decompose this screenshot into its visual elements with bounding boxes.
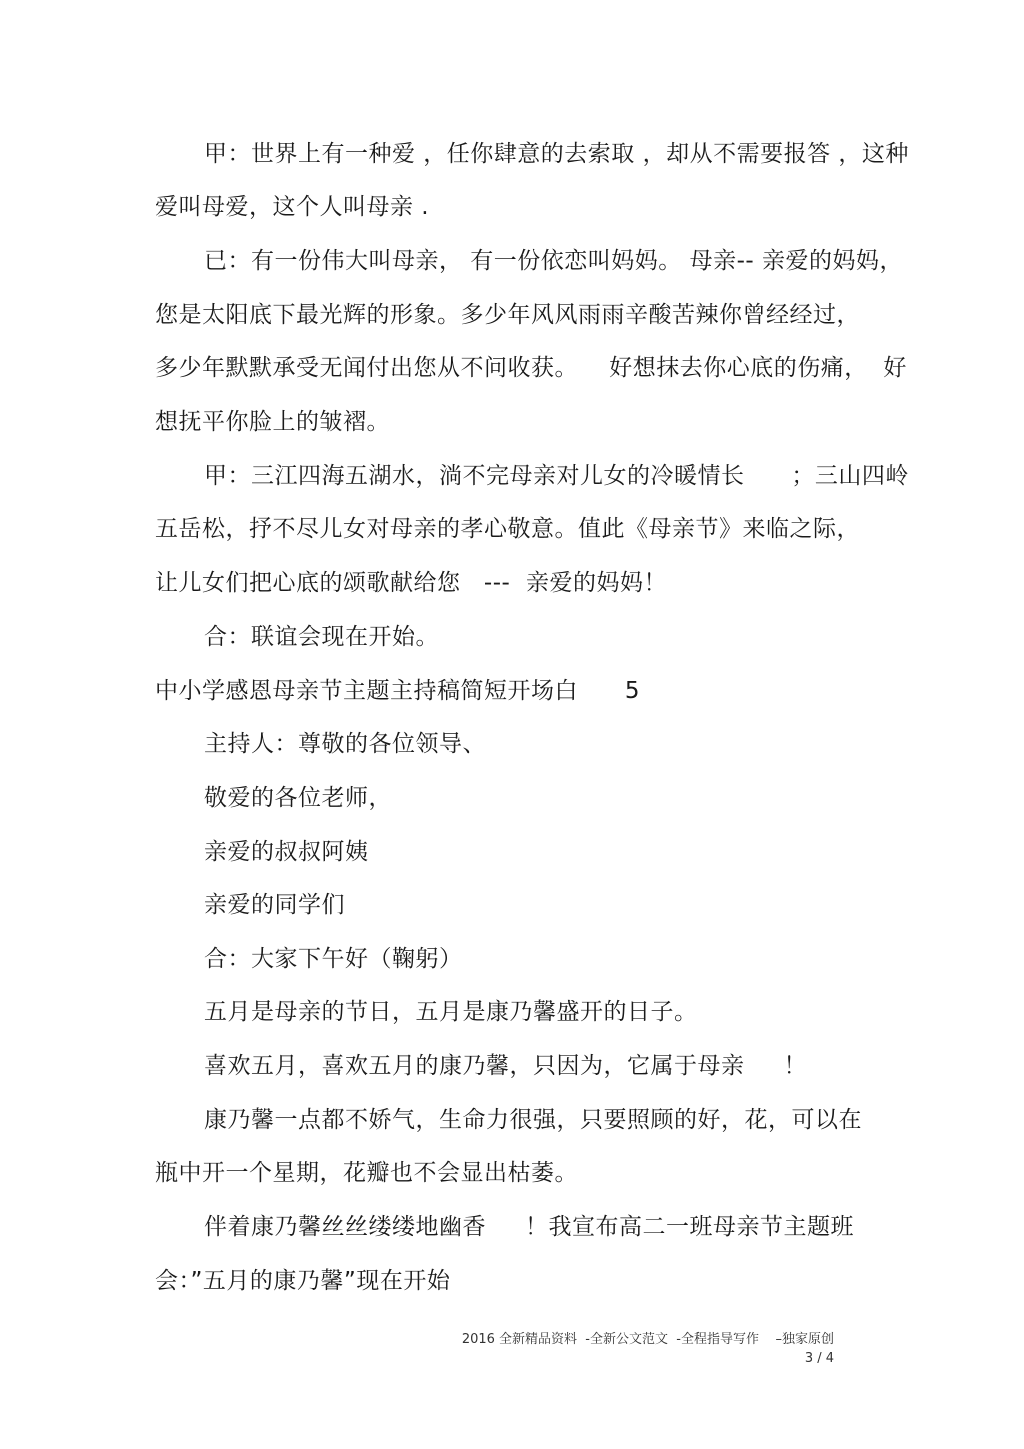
- paragraph-line: 您是太阳底下最光辉的形象。多少年风风雨雨辛酸苦辣你曾经经过，: [155, 302, 860, 328]
- paragraph-line: 想抚平你脸上的皱褶。: [155, 409, 390, 435]
- paragraph-line: 五月是母亲的节日，五月是康乃馨盛开的日子。: [204, 999, 698, 1025]
- paragraph-line: 合：联谊会现在开始。: [204, 624, 439, 650]
- paragraph-line: 爱叫母爱，这个人叫母亲 .: [155, 194, 430, 220]
- paragraph-line: 亲爱的叔叔阿姨: [204, 839, 369, 865]
- paragraph-line: 瓶中开一个星期，花瓣也不会显出枯萎。: [155, 1160, 578, 1186]
- paragraph-line: 敬爱的各位老师，: [204, 785, 392, 811]
- paragraph-line: 会：”五月的康乃馨”现在开始: [155, 1268, 451, 1294]
- paragraph-line: 已：有一份伟大叫母亲， 有一份依恋叫妈妈。 母亲-- 亲爱的妈妈，: [204, 248, 904, 274]
- paragraph-line: 合：大家下午好（鞠躬）: [204, 946, 463, 972]
- paragraph-line: 五岳松，抒不尽儿女对母亲的孝心敬意。值此《母亲节》来临之际，: [155, 516, 860, 542]
- paragraph-line: 伴着康乃馨丝丝缕缕地幽香 ！我宣布高二一班母亲节主题班: [204, 1214, 855, 1240]
- paragraph-line: 喜欢五月，喜欢五月的康乃馨，只因为，它属于母亲 ！: [204, 1053, 808, 1079]
- footer-tagline: 2016 全新精品资料 -全新公文范文 -全程指导写作 –独家原创: [461, 1332, 834, 1347]
- section-heading: 中小学感恩母亲节主题主持稿简短开场白 5: [155, 678, 640, 704]
- paragraph-line: 甲：世界上有一种爱 ，任你肆意的去索取 ，却从不需要报答 ，这种: [204, 141, 909, 167]
- paragraph-line: 康乃馨一点都不娇气，生命力很强，只要照顾的好，花，可以在: [204, 1107, 862, 1133]
- paragraph-line: 多少年默默承受无闻付出您从不问收获。 好想抹去你心底的伤痛， 好: [155, 355, 907, 381]
- paragraph-line: 亲爱的同学们: [204, 892, 345, 918]
- page-number: 3 / 4: [804, 1351, 834, 1366]
- paragraph-line: 主持人：尊敬的各位领导、: [204, 731, 486, 757]
- paragraph-line: 甲：三江四海五湖水，淌不完母亲对儿女的冷暖情长 ；三山四岭: [204, 463, 909, 489]
- paragraph-line: 让儿女们把心底的颂歌献给您 --- 亲爱的妈妈！: [155, 570, 667, 596]
